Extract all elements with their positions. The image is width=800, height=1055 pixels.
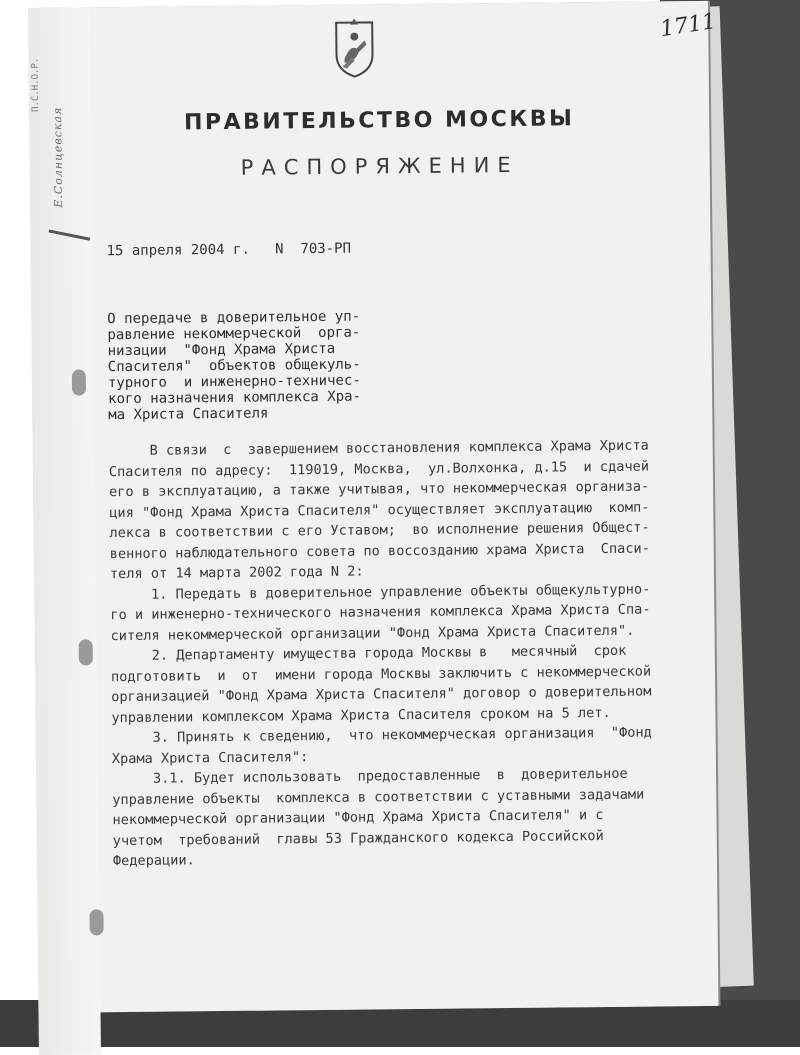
body-line: лекса в соответствии с его Уставом; во исполнение решения Общест- bbox=[109, 519, 650, 542]
subject-line: Спасителя" объектов общекуль- bbox=[107, 356, 361, 376]
punch-hole bbox=[79, 639, 93, 665]
document-page bbox=[28, 1, 718, 1013]
punch-hole bbox=[72, 369, 86, 395]
body-line: сителя некоммерческой организации "Фонд Храма Христа Спасителя". bbox=[110, 622, 635, 644]
body-line: венного наблюдательного совета по воссозданию храма Христа Спаси- bbox=[109, 540, 650, 562]
moscow-coat-of-arms-icon bbox=[332, 18, 377, 78]
body-line: Спасителя по адресу: 119019, Москва, ул.Волхонка, д.15 и сдачей bbox=[108, 458, 650, 480]
body-line: теля от 14 марта 2002 года N 2: bbox=[109, 563, 364, 583]
subject-line: О передаче в доверительное уп- bbox=[107, 308, 361, 328]
body-line: Федерации. bbox=[112, 852, 195, 870]
body-line: учетом требований главы 53 Гражданского кодекса Российской bbox=[112, 827, 604, 849]
body-line: подготовить и от имени города Москвы заключить с некоммерческой bbox=[110, 663, 652, 685]
body-line: 1. Передать в доверительное управление объекты общекультурно- bbox=[110, 581, 651, 603]
margin-edge-text: П.С.Н.О.Р. bbox=[30, 57, 42, 112]
document-body bbox=[109, 435, 673, 871]
margin-stamp: Е.Солнцевская bbox=[51, 106, 66, 208]
body-line: го и инженерно-технического назначения комплекса Храма Христа Спа- bbox=[110, 601, 651, 624]
body-line: некоммерческой организации "Фонд Храма Христа Спасителя" и с bbox=[112, 807, 604, 829]
document-type: РАСПОРЯЖЕНИЕ bbox=[240, 152, 519, 180]
date-and-number: 15 апреля 2004 г. N 703-РП bbox=[106, 240, 352, 260]
body-line: 3. Принять к сведению, что некоммерческая организация "Фонд bbox=[111, 724, 652, 747]
body-line: 3.1. Будет использовать предоставленные в доверительное bbox=[111, 765, 628, 788]
page-number: 1711 bbox=[658, 9, 718, 43]
subject-line: низации "Фонд Храма Христа bbox=[107, 340, 336, 360]
body-line: 2. Департаменту имущества города Москвы в месячный срок bbox=[110, 642, 627, 665]
body-line: его в эксплуатацию, а также учитывая, что некоммерческая организа- bbox=[108, 478, 650, 501]
government-title: ПРАВИТЕЛЬСТВО МОСКВЫ bbox=[183, 106, 575, 136]
body-line: управлении комплексом Храма Христа Спасителя сроком на 5 лет. bbox=[111, 704, 611, 726]
body-line: управление объекты комплекса в соответствии с уставными задачами bbox=[112, 786, 645, 808]
subject-line: равление некоммерческой орга- bbox=[107, 324, 361, 344]
subject-line: турного и инженерно-техничес- bbox=[107, 372, 361, 392]
body-line: ция "Фонд Храма Христа Спасителя" осуществляет эксплуатацию комп- bbox=[109, 499, 650, 521]
subject-line: кого назначения комплекса Хра- bbox=[108, 388, 362, 408]
punch-hole bbox=[89, 909, 103, 935]
body-line: В связи с завершением восстановления комплекса Храма Христа bbox=[108, 437, 649, 460]
subject-block bbox=[107, 308, 408, 423]
body-line: организацией "Фонд Храма Христа Спасителя" договор о доверительном bbox=[111, 683, 652, 706]
body-line: Храма Христа Спасителя": bbox=[111, 748, 309, 767]
subject-line: ма Христа Спасителя bbox=[108, 405, 269, 424]
